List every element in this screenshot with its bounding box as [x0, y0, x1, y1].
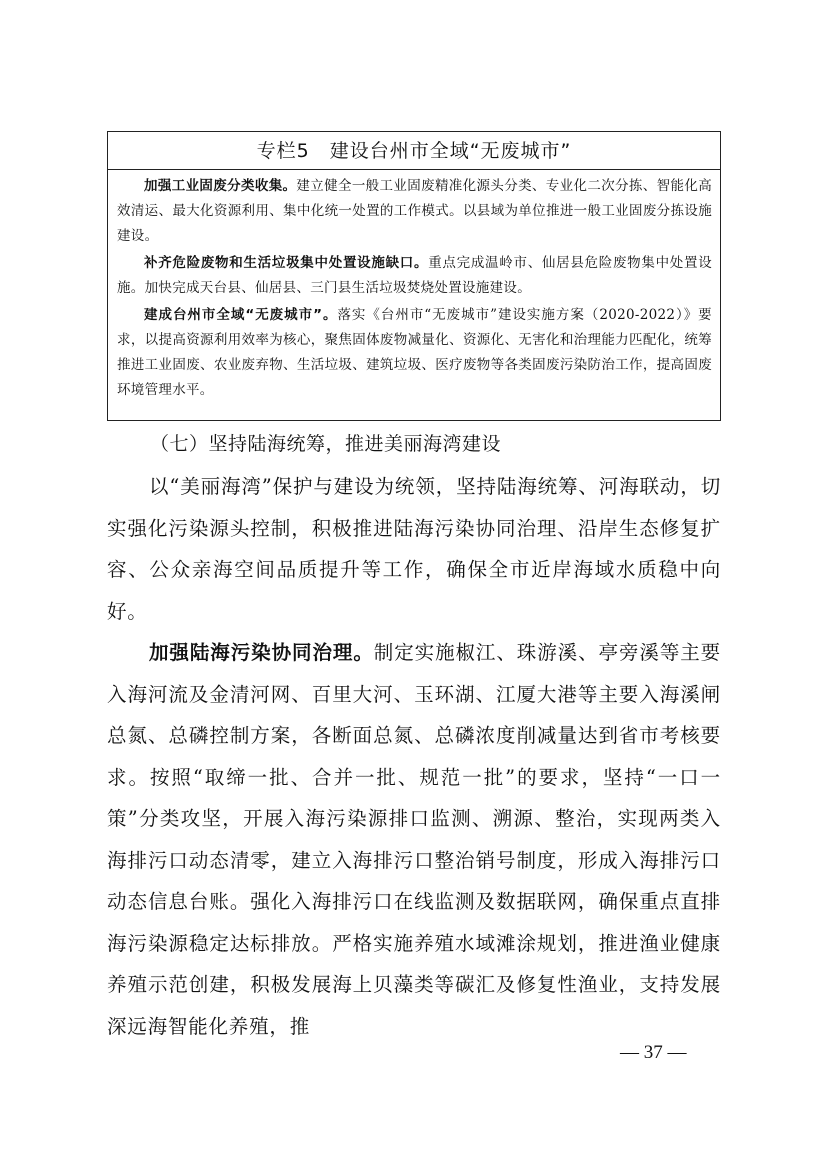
special-column-title: 专栏5 建设台州市全域“无废城市” [108, 132, 720, 170]
box-item-2-heading: 补齐危险废物和生活垃圾集中处置设施缺口。 [144, 255, 429, 271]
box-item-1-text: 建立健全一般工业固废精准化源头分类、专业化二次分拣、智能化高效清运、最大化资源利用、集中化统一处置的工作模式。以县域为单位推进一般工业固废分拣设施建设。 [117, 178, 712, 244]
page-number: — 37 — [620, 1042, 687, 1063]
box-item-2-text: 重点完成温岭市、仙居县危险废物集中处置设施。加快完成天台县、仙居县、三门县生活垃圾焚烧处置设施建设。 [117, 255, 713, 296]
box-item-1 [117, 174, 712, 249]
special-column-box [107, 131, 721, 421]
box-item-3-text: 落实《台州市“无废城市”建设实施方案（2020-2022）》要求，以提高资源利用效率为核心，聚焦固体废物减量化、资源化、无害化和治理能力匹配化，统筹推进工业固废、农业废弃物、生活垃圾、建筑垃圾、医疗废物等各类固废污染防治工作，提高固废环境管理水平。 [117, 307, 712, 398]
box-item-1-heading: 加强工业固废分类收集。 [144, 178, 297, 194]
section-heading: （七）坚持陆海统筹，推进美丽海湾建设 [150, 433, 502, 455]
section-body-paragraph [107, 632, 721, 1047]
section-intro-paragraph: 以“美丽海湾”保护与建设为统领，坚持陆海统筹、河海联动，切实强化污染源头控制，积极推进陆海污染协同治理、沿岸生态修复扩容、公众亲海空间品质提升等工作，确保全市近岸海域水质稳中向好。 [107, 475, 721, 623]
box-item-3 [117, 303, 712, 403]
box-item-3-heading: 建成台州市全域“无废城市”。 [144, 307, 338, 323]
paragraph-heading: 加强陆海污染协同治理。 [149, 641, 374, 664]
paragraph-text: 制定实施椒江、珠游溪、亭旁溪等主要入海河流及金清河网、百里大河、玉环湖、江厦大港等主要入海溪闸总氮、总磷控制方案，各断面总氮、总磷浓度削减量达到省市考核要求。按照“取缔一批、合并一批、规范一批”的要求，坚持“一口一策”分类攻坚，开展入海污染源排口监测、溯源、整治，实现两类入海排污口动态清零，建立入海排污口整治销号制度，形成入海排污口动态信息台账。强化入海排污口在线监测及数据联网，确保重点直排海污染源稳定达标排放。严格实施养殖水域滩涂规划，推进渔业健康养殖示范创建，积极发展海上贝藻类等碳汇及修复性渔业，支持发展深远海智能化养殖，推 [107, 641, 721, 1038]
special-column-body [108, 170, 720, 403]
box-item-2 [117, 251, 712, 301]
